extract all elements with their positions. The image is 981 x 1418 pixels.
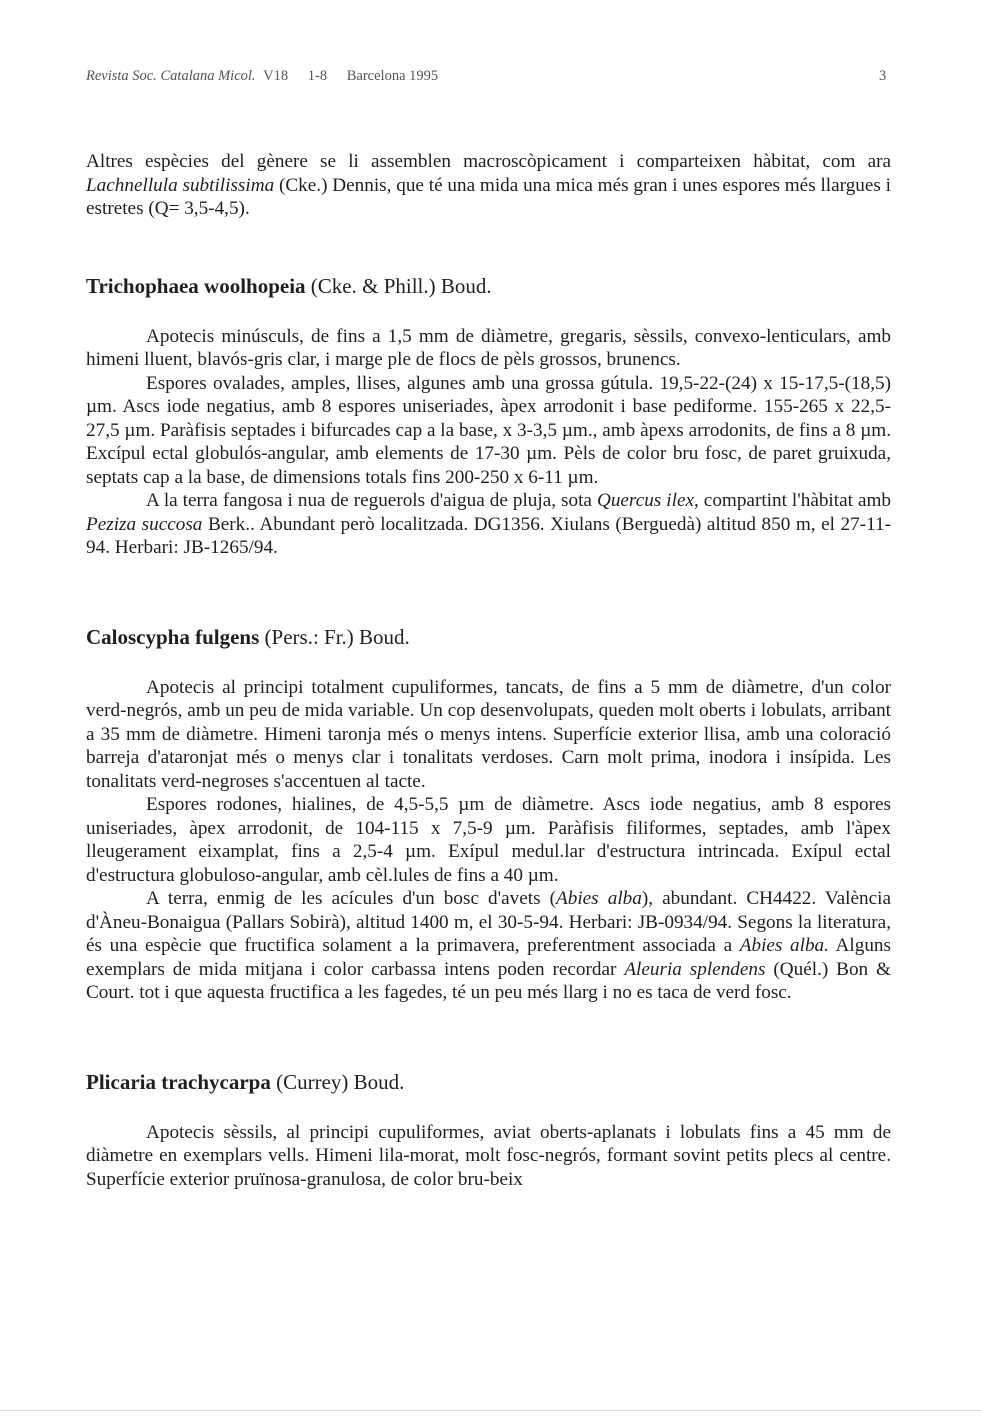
caloscypha-description: Apotecis al principi totalment cupuliformes, tancats, de fins a 5 mm de diàmetre, d'un color verd-negrós, amb un peu de mida variable. Un cop desenvolupats, queden molt oberts i lobulats, arribant a 35 mm de diàmetre. Himeni taronja més o menys intens. Superfície exterior llisa, amb una coloració barreja d'ataronjat més o menys clar i tonalitats verdoses. Carn molt prima, inodora i insípida. Les tonalitats verd-negroses s'accentuen al tacte. [86, 676, 891, 792]
intro-paragraph: Altres espècies del gènere se li assemblen macroscòpicament i comparteixen hàbitat, com ara Lachnellula subtilissima (Cke.) Dennis, que té una mida una mica més gran i unes espores més llargues i estretes (Q= 3,5-4,5). [86, 151, 891, 219]
species-name: Abies alba [556, 888, 642, 909]
page-range: 1-8 [307, 68, 328, 84]
section-title-trichophaea: Trichophaea woolhopeia (Cke. & Phill.) Boud. [86, 273, 492, 298]
page-number: 3 [879, 68, 887, 84]
caloscypha-habitat: A terra, enmig de les acícules d'un bosc d'avets (Abies alba), abundant. CH4422. València d'Àneu-Bonaigua (Pallars Sobirà), altitud 1400 m, el 30-5-94. Herbari: JB-0934/94. Segons la literatura, és una espècie que fructifica solament a la primavera, preferentment associada a Abies alba. Alguns exemplars de mida mitjana i color carbassa intens poden recordar Aleuria splendens (Quél.) Bon & Court. tot i que aquesta fructifica a les fagedes, té un peu més llarg i no es taca de verd fosc. [86, 888, 891, 1003]
species-name: Abies alba. [739, 935, 829, 956]
journal-title: Revista Soc. Catalana Micol. [86, 68, 256, 84]
plicaria-description: Apotecis sèssils, al principi cupuliformes, aviat oberts-aplanats i lobulats fins a 45 mm de diàmetre en exemplars vells. Himeni lila-morat, molt fosc-negrós, formant sovint petits plecs al centre. Superfície exterior pruïnosa-granulosa, de color bru-beix [86, 1121, 891, 1190]
species-name: Lachnellula subtilissima [86, 174, 275, 196]
scan-edge-line [0, 1410, 981, 1411]
place-year: Barcelona 1995 [346, 68, 439, 84]
volume: V18 [263, 68, 289, 84]
running-head [86, 68, 438, 85]
species-name: Peziza succosa [86, 513, 203, 535]
trichophaea-microscopy: Espores ovalades, amples, llises, algunes amb una grossa gútula. 19,5-22-(24) x 15-17,5-(18,5) µm. Ascs iode negatius, amb 8 espores uniseriades, àpex arrodonit i base pediforme. 155-265 x 22,5-27,5 µm. Paràfisis septades i bifurcades cap a la base, x 3-3,5 µm., amb àpexs arrodonits, de fins a 8 µm. Excípul ectal globulós-angular, amb elements de 17-30 µm. Pèls de color bru fosc, de paret gruixuda, septats cap a la base, de dimensions totals fins 200-250 x 6-11 µm. [86, 372, 891, 488]
caloscypha-microscopy: Espores rodones, hialines, de 4,5-5,5 µm de diàmetre. Ascs iode negatius, amb 8 espores uniseriades, àpex arrodonit, de 104-115 x 7,5-9 µm. Paràfisis filiformes, septades, amb l'àpex lleugerament eixamplat, fins a 2,5-4 µm. Exípul medul.lar d'estructura intrincada. Exípul ectal d'estructura globuloso-angular, amb cèl.lules de fins a 40 µm. [86, 794, 891, 886]
trichophaea-description: Apotecis minúsculs, de fins a 1,5 mm de diàmetre, gregaris, sèssils, convexo-lenticulars, amb himeni lluent, blavós-gris clar, i marge ple de flocs de pèls grossos, brunencs. [86, 325, 891, 370]
species-name: Aleuria splendens [624, 958, 766, 980]
trichophaea-habitat: A la terra fangosa i nua de reguerols d'aigua de pluja, sota Quercus ilex, compartint l'hàbitat amb Peziza succosa Berk.. Abundant però localitzada. DG1356. Xiulans (Berguedà) altitud 850 m, el 27-11-94. Herbari: JB-1265/94. [86, 490, 891, 558]
section-title-plicaria: Plicaria trachycarpa (Currey) Boud. [86, 1069, 405, 1094]
species-name: Quercus ilex [596, 490, 694, 511]
article-body [86, 150, 891, 1191]
section-title-caloscypha: Caloscypha fulgens (Pers.: Fr.) Boud. [86, 624, 410, 649]
